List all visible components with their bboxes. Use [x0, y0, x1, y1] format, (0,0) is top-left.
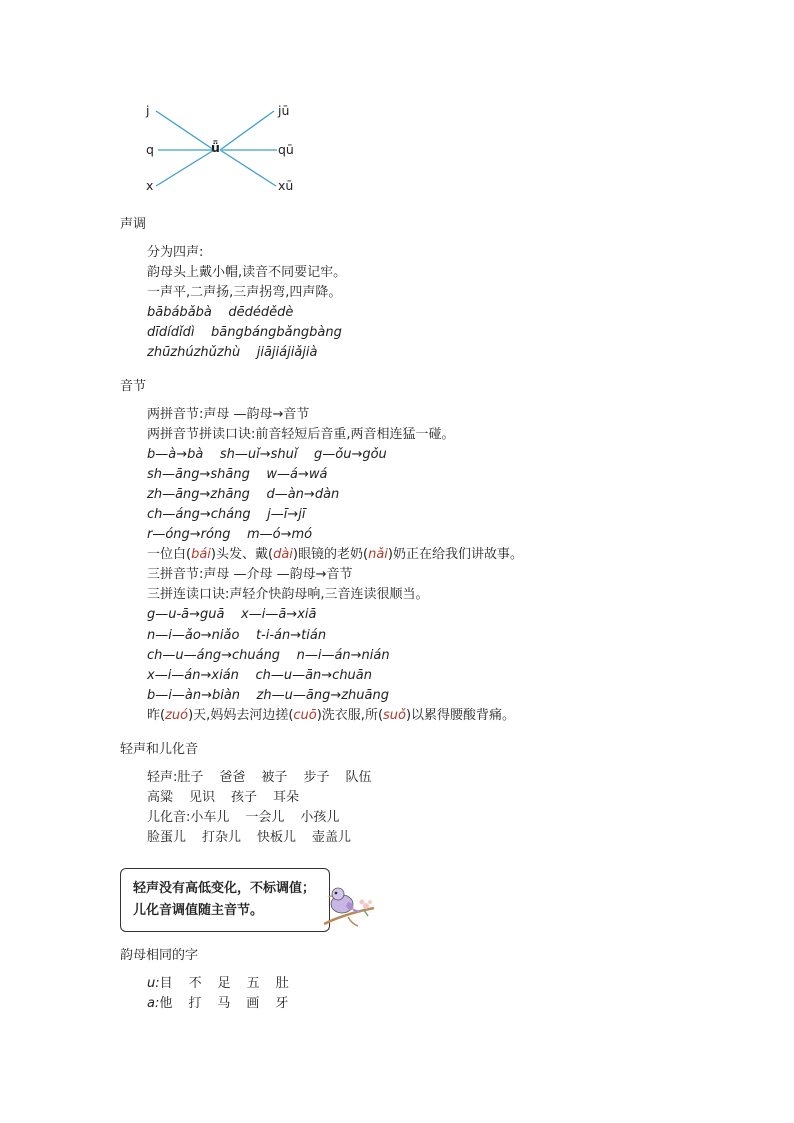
diagram-right-xu: xū — [278, 178, 294, 193]
syllables-line-7: r—óng→róng m—ó→mó — [147, 527, 313, 542]
neutral-row-1 — [147, 768, 387, 788]
row-label: u: — [147, 976, 160, 991]
pinyin-diagram — [140, 100, 310, 195]
section-title-syllables: 音节 — [120, 379, 147, 394]
bird-icon — [318, 880, 378, 932]
note-text: 轻声没有高低变化，不标调值；儿化音调值随主音节。 — [133, 881, 316, 918]
syllables-line-9: 三拼音节:声母 —介母 —韵母→音节 — [147, 567, 353, 582]
word: 五 — [246, 976, 260, 991]
sentence-text: 一位白( — [147, 547, 192, 562]
line-ju — [220, 111, 274, 150]
word: 打杂儿 — [202, 830, 242, 845]
pinyin-annotation: suǒ — [383, 708, 406, 723]
row-label: 儿化音: — [147, 810, 191, 825]
section-title-same-finals: 韵母相同的字 — [120, 948, 199, 963]
diagram-left-x: x — [146, 178, 154, 193]
row-label: 轻声: — [147, 770, 178, 785]
word: 脸蛋儿 — [147, 830, 187, 845]
word: 马 — [217, 996, 231, 1011]
tones-line-4: bābábǎbà dēdédědè — [147, 305, 294, 320]
syllables-line-5: zh—āng→zhāng d—àn→dàn — [147, 487, 340, 502]
sentence-text: )以累得腰酸背痛。 — [405, 708, 516, 723]
sentence-text: )眼镜的老奶( — [292, 547, 369, 562]
word: 小车儿 — [190, 810, 230, 825]
note-box — [120, 868, 330, 932]
neutral-row-2 — [147, 788, 315, 808]
word: 快板儿 — [257, 830, 297, 845]
word: 被子 — [261, 770, 288, 785]
same-finals-row-1 — [147, 974, 305, 994]
word: 目 — [159, 976, 173, 991]
word: 打 — [188, 996, 202, 1011]
word: 肚 — [275, 976, 289, 991]
diagram-left-j: j — [146, 103, 150, 118]
pinyin-annotation: nǎi — [368, 547, 388, 562]
syllables-line-11: g—u-ā→guā x—i—ā→xiā — [147, 607, 317, 622]
sentence-text: 昨( — [147, 708, 166, 723]
syllables-line-12: n—i—ǎo→niǎo t-i-án→tián — [147, 628, 327, 643]
line-j — [156, 111, 214, 150]
pinyin-annotation: dài — [273, 547, 293, 562]
word: 爸爸 — [219, 770, 246, 785]
diagram-center-u: ǖ — [211, 140, 220, 155]
word: 一会儿 — [245, 810, 285, 825]
syllables-line-15: b—i—àn→biàn zh—u—āng→zhuāng — [147, 688, 389, 703]
word: 足 — [217, 976, 231, 991]
tones-line-1: 分为四声: — [147, 245, 204, 260]
word: 队伍 — [345, 770, 372, 785]
syllables-line-13: ch—u—áng→chuáng n—i—án→nián — [147, 648, 390, 663]
word: 牙 — [275, 996, 289, 1011]
syllables-line-6: ch—áng→cháng j—ī→jī — [147, 507, 306, 522]
pinyin-annotation: zuó — [165, 708, 189, 723]
word: 不 — [188, 976, 202, 991]
line-x — [156, 150, 214, 186]
diagram-left-q: q — [146, 142, 154, 157]
row-label: a: — [147, 996, 160, 1011]
syllables-line-10: 三拼连读口诀:声轻介快韵母响,三音连读很顺当。 — [147, 587, 429, 602]
tones-line-2: 韵母头上戴小帽,读音不同要记牢。 — [147, 265, 347, 280]
tones-line-3: 一声平,二声扬,三声拐弯,四声降。 — [147, 285, 342, 300]
word: 孩子 — [231, 790, 258, 805]
sentence-text: )天,妈妈去河边搓( — [188, 708, 294, 723]
tones-line-6: zhūzhúzhǔzhù jiājiájiǎjià — [147, 345, 318, 360]
word: 见识 — [189, 790, 216, 805]
syllables-line-14: x—i—án→xián ch—u—ān→chuān — [147, 668, 372, 683]
word: 小孩儿 — [300, 810, 340, 825]
sentence-text: )奶正在给我们讲故事。 — [387, 547, 523, 562]
neutral-row-4 — [147, 828, 367, 848]
syllables-line-16 — [147, 706, 515, 726]
word: 壶盖儿 — [312, 830, 352, 845]
pinyin-annotation: bái — [191, 547, 211, 562]
word: 耳朵 — [273, 790, 300, 805]
section-title-neutral: 轻声和儿化音 — [120, 742, 199, 757]
neutral-row-3 — [147, 808, 355, 828]
word: 他 — [159, 996, 173, 1011]
section-title-tones: 声调 — [120, 217, 147, 232]
tones-line-5: dīdídǐdì bāngbángbǎngbàng — [147, 325, 342, 340]
syllables-line-2: 两拼音节拼读口诀:前音轻短后音重,两音相连猛一碰。 — [147, 427, 455, 442]
sentence-text: )洗衣服,所( — [316, 708, 384, 723]
word: 步子 — [303, 770, 330, 785]
sentence-text: )头发、戴( — [210, 547, 274, 562]
syllables-line-3: b—à→bà sh—uǐ→shuǐ g—ǒu→gǒu — [147, 447, 387, 462]
word: 高粱 — [147, 790, 174, 805]
syllables-line-4: sh—āng→shāng w—á→wá — [147, 467, 328, 482]
diagram-right-qu: qū — [278, 142, 294, 157]
word: 画 — [246, 996, 260, 1011]
line-xu — [220, 150, 276, 186]
word: 肚子 — [177, 770, 204, 785]
diagram-right-ju: jū — [278, 103, 290, 118]
pinyin-annotation: cuō — [293, 708, 317, 723]
syllables-line-1: 两拼音节:声母 —韵母→音节 — [147, 407, 310, 422]
same-finals-row-2 — [147, 994, 304, 1014]
syllables-line-8 — [147, 545, 523, 565]
